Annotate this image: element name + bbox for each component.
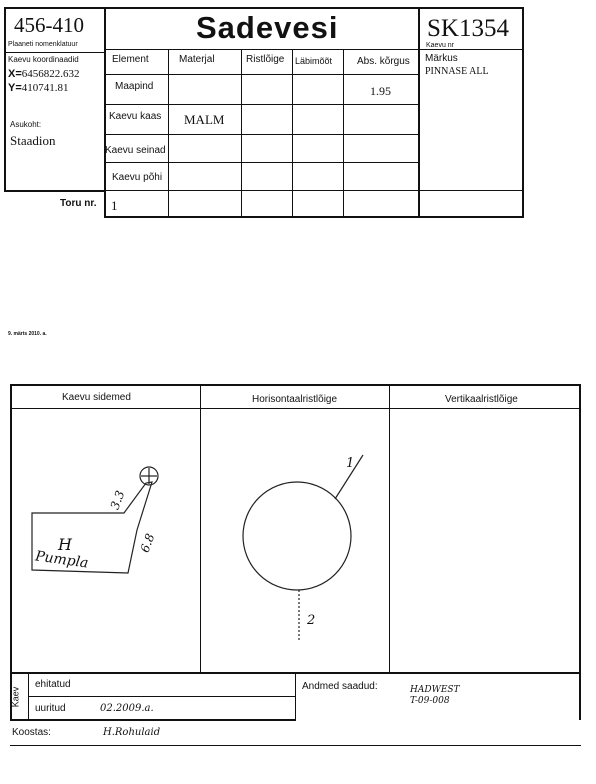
row-label-walls: Kaevu seinad <box>105 145 166 156</box>
y-label: Y= <box>8 82 22 94</box>
col-element: Element <box>112 54 149 65</box>
map-number: 456-410 <box>14 13 84 37</box>
row-material-lid: MALM <box>184 112 225 127</box>
section-right-title: Vertikaalristlõige <box>445 394 518 405</box>
x-label: X= <box>8 68 22 80</box>
building-label: Pumpla <box>34 548 90 572</box>
source-label: Andmed saadud: <box>302 681 378 692</box>
x-coordinate <box>8 68 80 80</box>
map-caption: Plaaneti nomenklatuur <box>8 41 78 48</box>
coords-label: Kaevu koordinaadid <box>8 55 79 64</box>
row-height-ground: 1.95 <box>370 84 391 98</box>
horizontal-section <box>201 410 389 672</box>
col-diameter: Läbimõõt <box>295 56 333 66</box>
surveyed-value: 02.2009.a. <box>100 703 154 714</box>
section-middle-title: Horisontaalristlõige <box>252 394 338 405</box>
col-height: Abs. kõrgus <box>357 56 410 67</box>
well-vertical-label: Kaev <box>10 686 21 708</box>
row-label-lid: Kaevu kaas <box>109 111 162 122</box>
col-section: Ristlõige <box>246 54 285 65</box>
pipe1-label: 1 <box>346 456 355 471</box>
pipe2-label: 2 <box>307 613 316 628</box>
location-value: Staadion <box>10 133 56 148</box>
row-label-ground: Maapind <box>115 81 154 92</box>
y-value: 410741.81 <box>21 82 69 94</box>
surveyed-label: uuritud <box>35 703 66 714</box>
remark-value: PINNASE ALL <box>425 66 489 77</box>
distance-b: 6.8 <box>137 531 158 555</box>
built-label: ehitatud <box>35 679 71 690</box>
pipe-label: Toru nr. <box>60 198 97 209</box>
date-line: 9. märts 2010. a. <box>8 331 47 337</box>
row-label-bottom: Kaevu põhi <box>112 172 163 183</box>
well-caption: Kaevu nr <box>426 42 455 49</box>
col-remark: Märkus <box>425 53 458 64</box>
source-value-2: T-09-008 <box>410 696 450 706</box>
author-value: H.Rohulaid <box>103 727 161 738</box>
source-value-1: HADWEST <box>410 685 460 695</box>
building-mark: H <box>58 535 72 554</box>
x-value: 6456822.632 <box>21 68 80 80</box>
well-id: SK1354 <box>427 15 509 42</box>
distance-a: 3.3 <box>107 488 128 512</box>
section-left-title: Kaevu sidemed <box>62 392 131 403</box>
col-material: Materjal <box>179 54 215 65</box>
page-title: Sadevesi <box>196 10 339 45</box>
location-label: Asukoht: <box>10 120 42 129</box>
connection-sketch <box>12 410 200 672</box>
pipe-value: 1 <box>111 198 118 213</box>
y-coordinate <box>8 82 69 94</box>
author-label: Koostas: <box>12 727 51 738</box>
